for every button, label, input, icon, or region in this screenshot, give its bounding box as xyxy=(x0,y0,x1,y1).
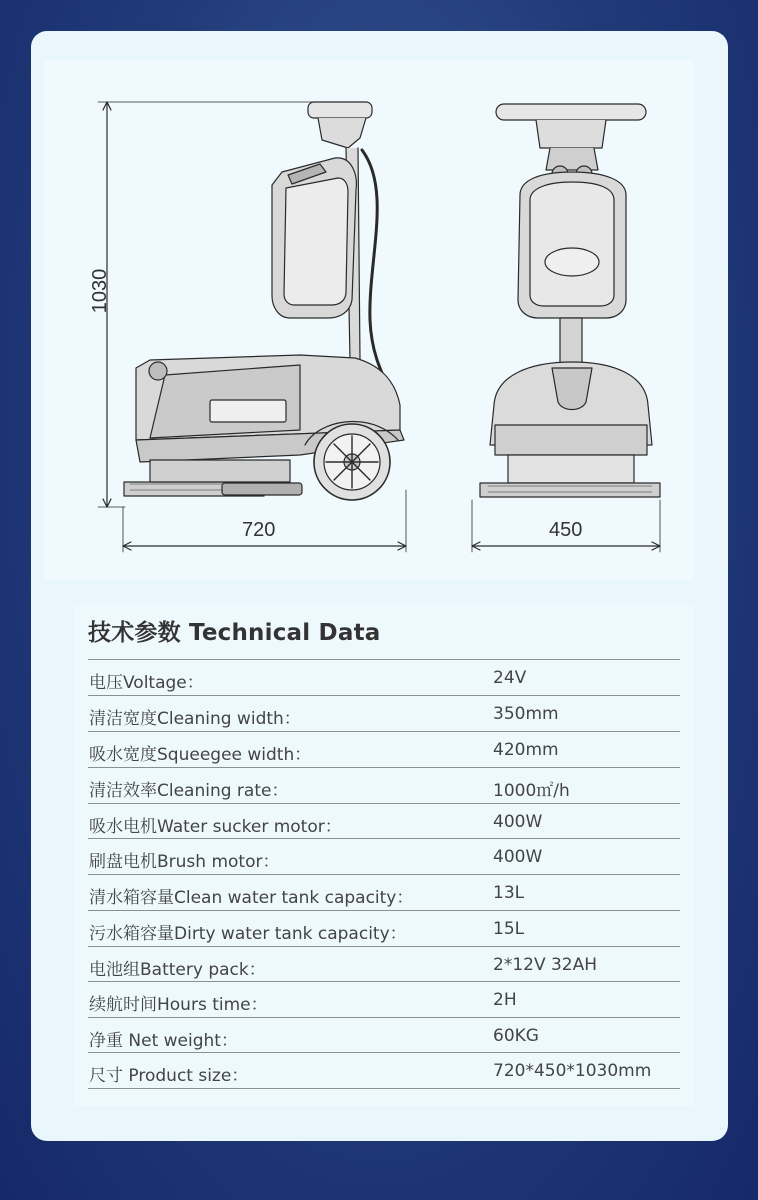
spec-row xyxy=(88,1052,680,1089)
spec-row xyxy=(88,838,680,875)
spec-label: 尺寸 Product size： xyxy=(89,1066,249,1086)
spec-row xyxy=(88,874,680,911)
spec-label: 续航时间Hours time： xyxy=(89,995,268,1015)
spec-value: 15L xyxy=(493,919,525,939)
spec-value: 2*12V 32AH xyxy=(493,955,598,975)
front-width-dimension-label: 450 xyxy=(549,519,583,541)
spec-label: 电池组Battery pack： xyxy=(89,960,266,980)
spec-value: 1000㎡/h xyxy=(493,781,570,801)
front-view-machine xyxy=(480,104,660,497)
spec-row xyxy=(88,981,680,1018)
spec-row xyxy=(88,946,680,983)
spec-value: 60KG xyxy=(493,1026,539,1046)
spec-label: 净重 Net weight： xyxy=(89,1031,238,1051)
spec-row xyxy=(88,1017,680,1054)
spec-value: 720*450*1030mm xyxy=(493,1061,652,1081)
spec-value: 400W xyxy=(493,847,543,867)
spec-value: 2H xyxy=(493,990,517,1010)
spec-label: 清洁效率Cleaning rate： xyxy=(89,781,289,801)
spec-value: 24V xyxy=(493,668,527,688)
spec-value: 350mm xyxy=(493,704,559,724)
spec-row xyxy=(88,803,680,840)
spec-label: 吸水宽度Squeegee width： xyxy=(89,745,312,765)
spec-label: 刷盘电机Brush motor： xyxy=(89,852,280,872)
spec-value: 420mm xyxy=(493,740,559,760)
spec-row xyxy=(88,659,680,696)
spec-row xyxy=(88,767,680,804)
spec-label: 吸水电机Water sucker motor： xyxy=(89,817,342,837)
spec-row xyxy=(88,731,680,768)
height-dimension-label: 1030 xyxy=(89,268,111,314)
side-length-dimension-label: 720 xyxy=(242,519,276,541)
spec-value: 400W xyxy=(493,812,543,832)
spec-row xyxy=(88,910,680,947)
spec-label: 电压Voltage： xyxy=(89,673,204,693)
table-bottom-rule xyxy=(88,1088,680,1089)
spec-value: 13L xyxy=(493,883,525,903)
spec-label: 污水箱容量Dirty water tank capacity： xyxy=(89,924,407,944)
spec-row xyxy=(88,695,680,732)
side-view-machine xyxy=(124,102,404,500)
spec-label: 清水箱容量Clean water tank capacity： xyxy=(89,888,414,908)
table-title: 技术参数 Technical Data xyxy=(88,620,381,646)
spec-label: 清洁宽度Cleaning width： xyxy=(89,709,301,729)
